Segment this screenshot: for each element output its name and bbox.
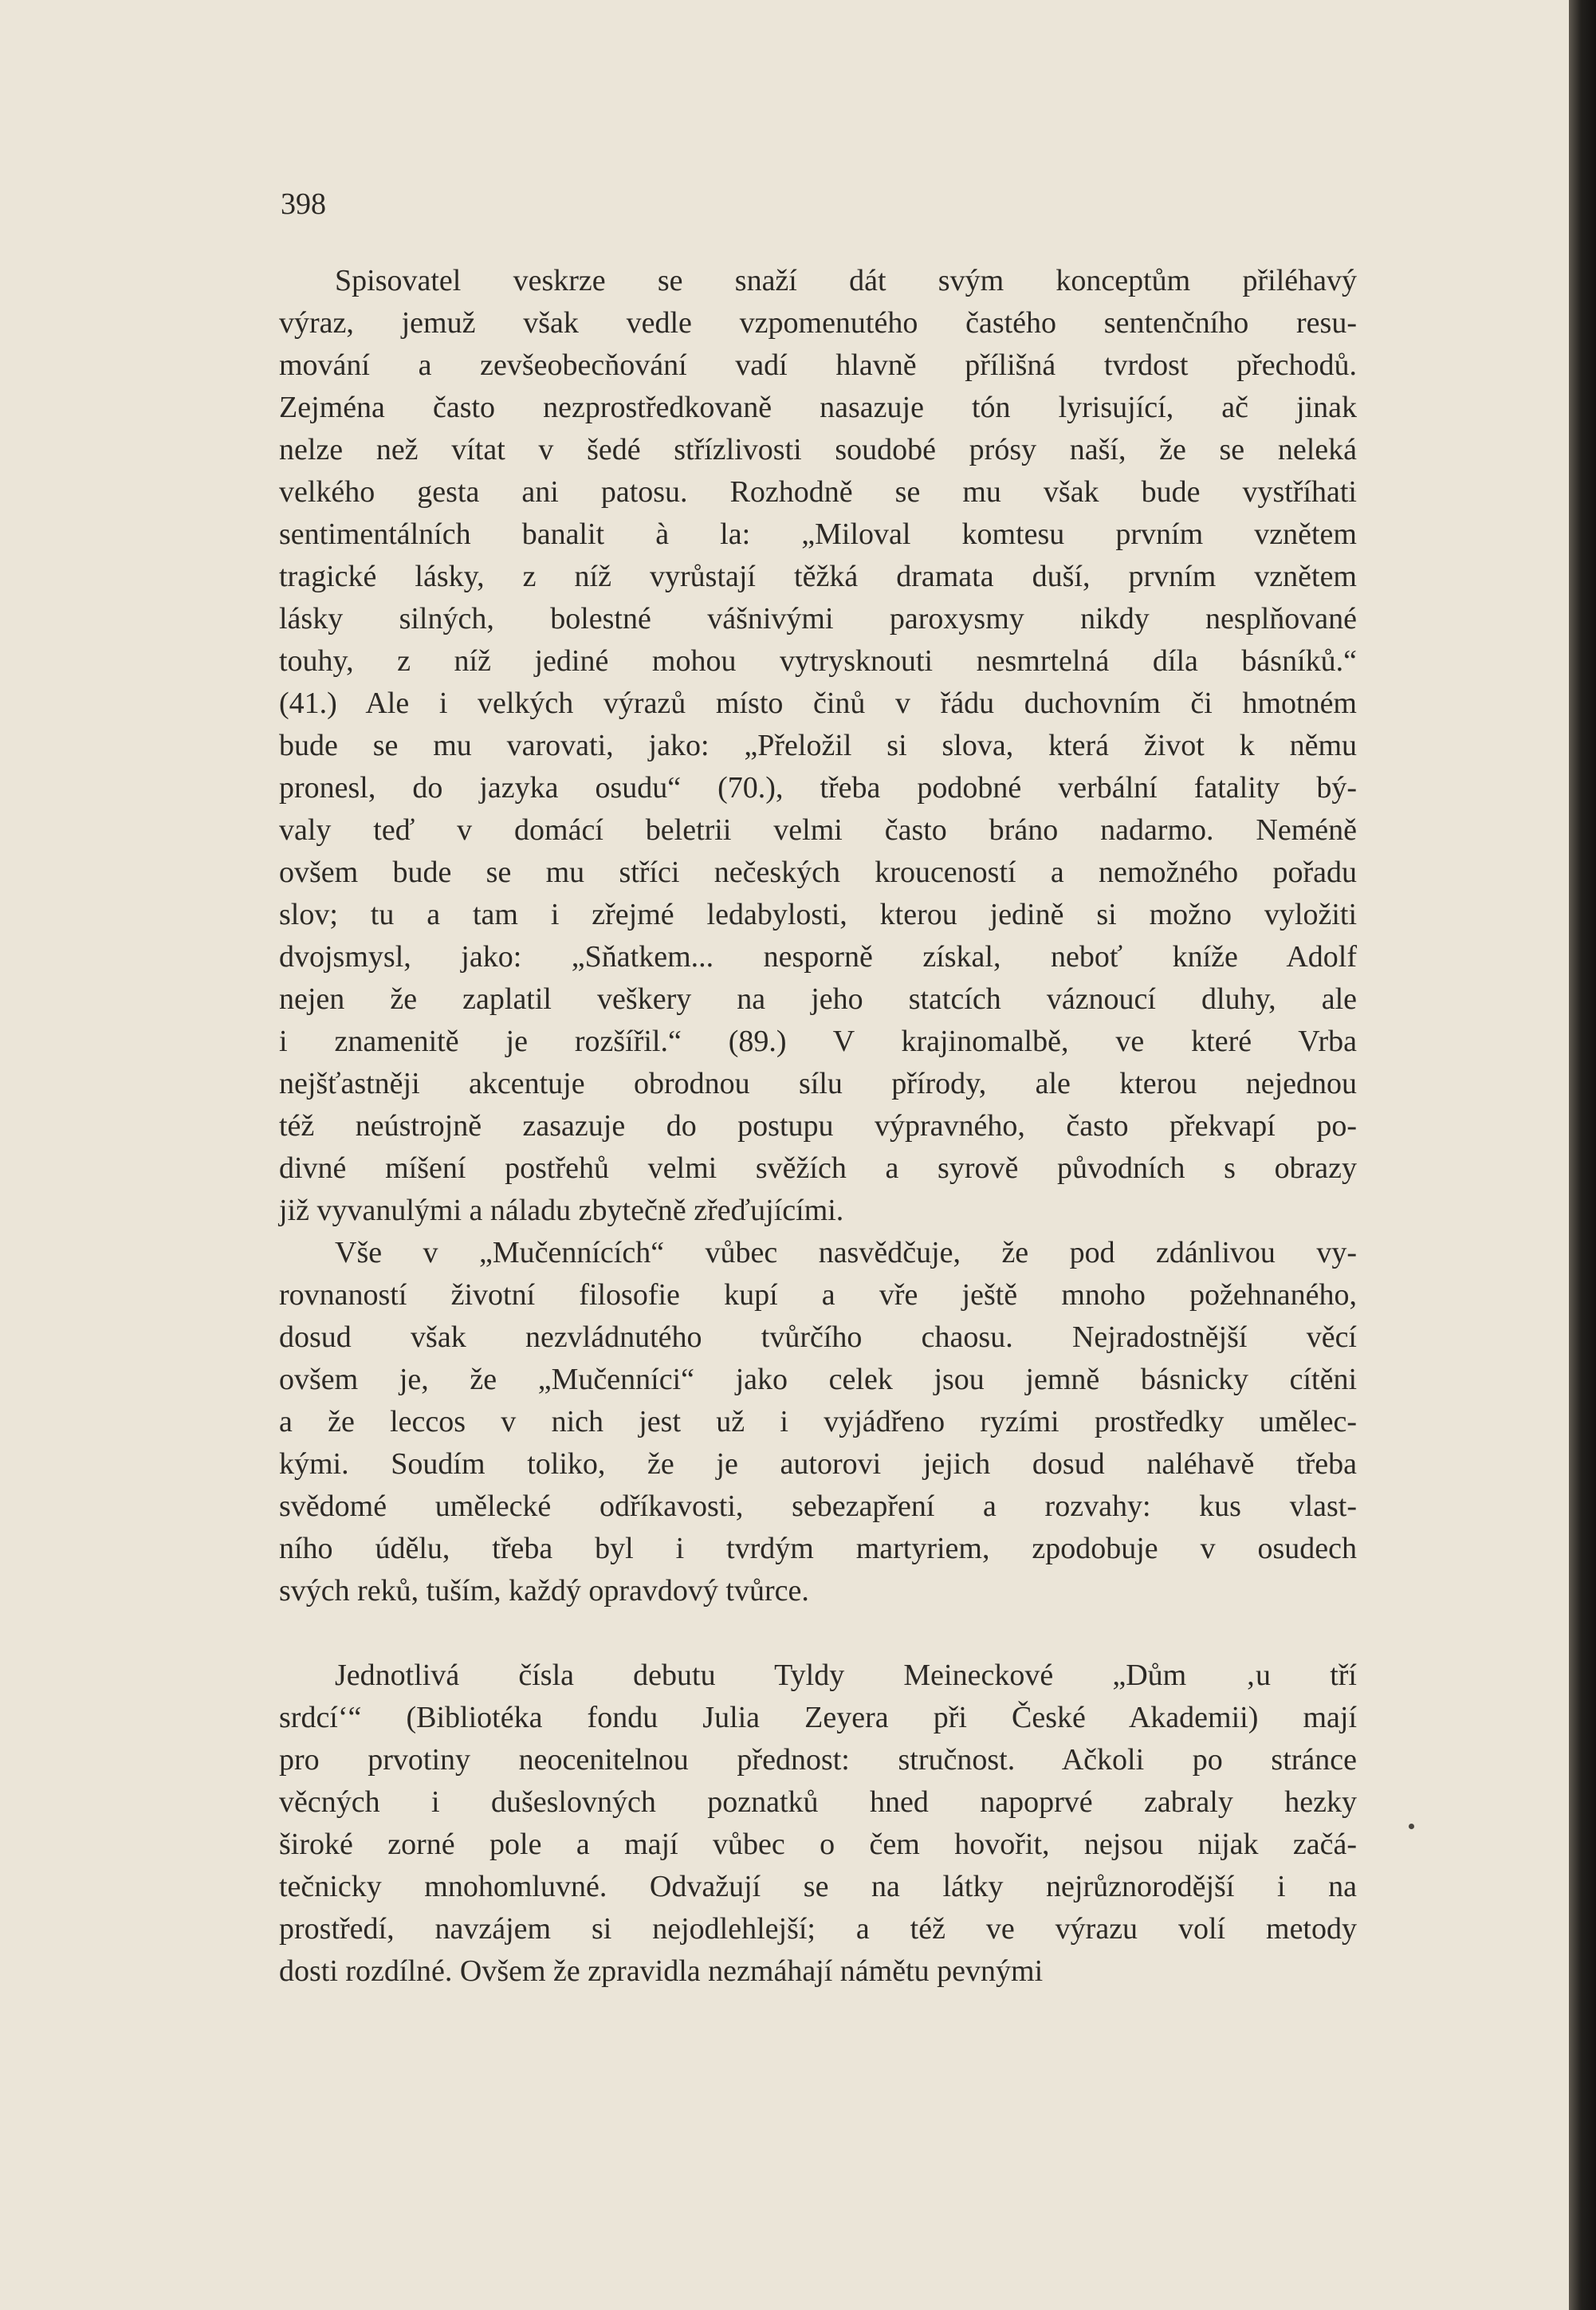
text-line: a že leccos v nich jest už i vyjádřeno ryzími prostředky umělec- bbox=[279, 1405, 1357, 1438]
text-line: valy teď v domácí beletrii velmi často bráno nadarmo. Neméně bbox=[279, 813, 1357, 847]
book-spine-shadow bbox=[1569, 0, 1596, 2310]
text-line: mování a zevšeobecňování vadí hlavně přílišná tvrdost přechodů. bbox=[279, 348, 1357, 382]
text-line: Jednotlivá čísla debutu Tyldy Meineckové „Dům ‚u tří bbox=[335, 1659, 1357, 1692]
section-gap bbox=[279, 1612, 1357, 1655]
text-line: dvojsmysl, jako: „Sňatkem... nesporně získal, neboť kníže Adolf bbox=[279, 940, 1357, 974]
text-line: výraz, jemuž však vedle vzpomenutého častého sentenčního resu- bbox=[279, 306, 1357, 340]
text-line: ního údělu, třeba byl i tvrdým martyriem, zpodobuje v osudech bbox=[279, 1532, 1357, 1565]
text-line: velkého gesta ani patosu. Rozhodně se mu však bude vystříhati bbox=[279, 475, 1357, 509]
text-line: lásky silných, bolestné vášnivými paroxysmy nikdy nesplňované bbox=[279, 602, 1357, 636]
text-line: prostředí, navzájem si nejodlehlejší; a též ve výrazu volí metody bbox=[279, 1912, 1357, 1946]
text-line: srdcí‘“ (Bibliotéka fondu Julia Zeyera při České Akademii) mají bbox=[279, 1701, 1357, 1734]
text-line: Zejména často nezprostředkovaně nasazuje tón lyrisující, ač jinak bbox=[279, 391, 1357, 424]
text-line: již vyvanulými a náladu zbytečně zřeďujícími. bbox=[279, 1194, 844, 1227]
text-line: i znamenitě je rozšířil.“ (89.) V krajinomalbě, ve které Vrba bbox=[279, 1025, 1357, 1058]
text-line: ovšem je, že „Mučenníci“ jako celek jsou jemně básnicky cítěni bbox=[279, 1363, 1357, 1396]
text-line: nejen že zaplatil veškery na jeho statcích váznoucí dluhy, ale bbox=[279, 982, 1357, 1016]
text-line: bude se mu varovati, jako: „Přeložil si slova, která život k němu bbox=[279, 729, 1357, 762]
text-line: dosti rozdílné. Ovšem že zpravidla nezmáhají námětu pevnými bbox=[279, 1954, 1044, 1988]
text-line: dosud však nezvládnutého tvůrčího chaosu. Nejradostnější věcí bbox=[279, 1320, 1357, 1354]
paragraph-2 bbox=[279, 1232, 1357, 1612]
page-number: 398 bbox=[281, 187, 326, 221]
text-line: věcných i dušeslovných poznatků hned napoprvé zabraly hezky bbox=[279, 1785, 1357, 1819]
text-line: slov; tu a tam i zřejmé ledabylosti, kterou jedině si možno vyložiti bbox=[279, 898, 1357, 931]
text-line: široké zorné pole a mají vůbec o čem hovořit, nejsou nijak začá- bbox=[279, 1828, 1357, 1861]
page-speck bbox=[1409, 1824, 1414, 1829]
text-line: divné míšení postřehů velmi svěžích a syrově původních s obrazy bbox=[279, 1151, 1357, 1185]
text-line: touhy, z níž jediné mohou vytrysknouti nesmrtelná díla básníků.“ bbox=[279, 644, 1357, 678]
text-line: nejšťastněji akcentuje obrodnou sílu přírody, ale kterou nejednou bbox=[279, 1067, 1357, 1100]
text-line: sentimentálních banalit à la: „Miloval komtesu prvním vznětem bbox=[279, 517, 1357, 551]
text-line: Spisovatel veskrze se snaží dát svým konceptům přiléhavý bbox=[335, 264, 1357, 297]
text-line: (41.) Ale i velkých výrazů místo činů v řádu duchovním či hmotném bbox=[279, 687, 1357, 720]
text-line: tragické lásky, z níž vyrůstají těžká dramata duší, prvním vznětem bbox=[279, 560, 1357, 593]
text-line: svědomé umělecké odříkavosti, sebezapření a rozvahy: kus vlast- bbox=[279, 1489, 1357, 1523]
text-line: svých reků, tuším, každý opravdový tvůrce. bbox=[279, 1574, 809, 1608]
text-line: tečnicky mnohomluvné. Odvažují se na látky nejrůznorodější i na bbox=[279, 1870, 1357, 1903]
text-line: pronesl, do jazyka osudu“ (70.), třeba podobné verbální fatality bý- bbox=[279, 771, 1357, 805]
text-line: kými. Soudím toliko, že je autorovi jejich dosud naléhavě třeba bbox=[279, 1447, 1357, 1481]
text-line: ovšem bude se mu stříci nečeských krouceností a nemožného pořadu bbox=[279, 856, 1357, 889]
body-text bbox=[279, 260, 1357, 1993]
text-line: Vše v „Mučennících“ vůbec nasvědčuje, že pod zdánlivou vy- bbox=[335, 1236, 1357, 1269]
text-line: pro prvotiny neocenitelnou přednost: stručnost. Ačkoli po stránce bbox=[279, 1743, 1357, 1777]
paragraph-3 bbox=[279, 1655, 1357, 1993]
text-line: nelze než vítat v šedé střízlivosti soudobé prósy naší, že se neleká bbox=[279, 433, 1357, 466]
paragraph-1 bbox=[279, 260, 1357, 1232]
text-line: rovnaností životní filosofie kupí a vře ještě mnoho požehnaného, bbox=[279, 1278, 1357, 1312]
text-line: též neústrojně zasazuje do postupu výpravného, často překvapí po- bbox=[279, 1109, 1357, 1143]
